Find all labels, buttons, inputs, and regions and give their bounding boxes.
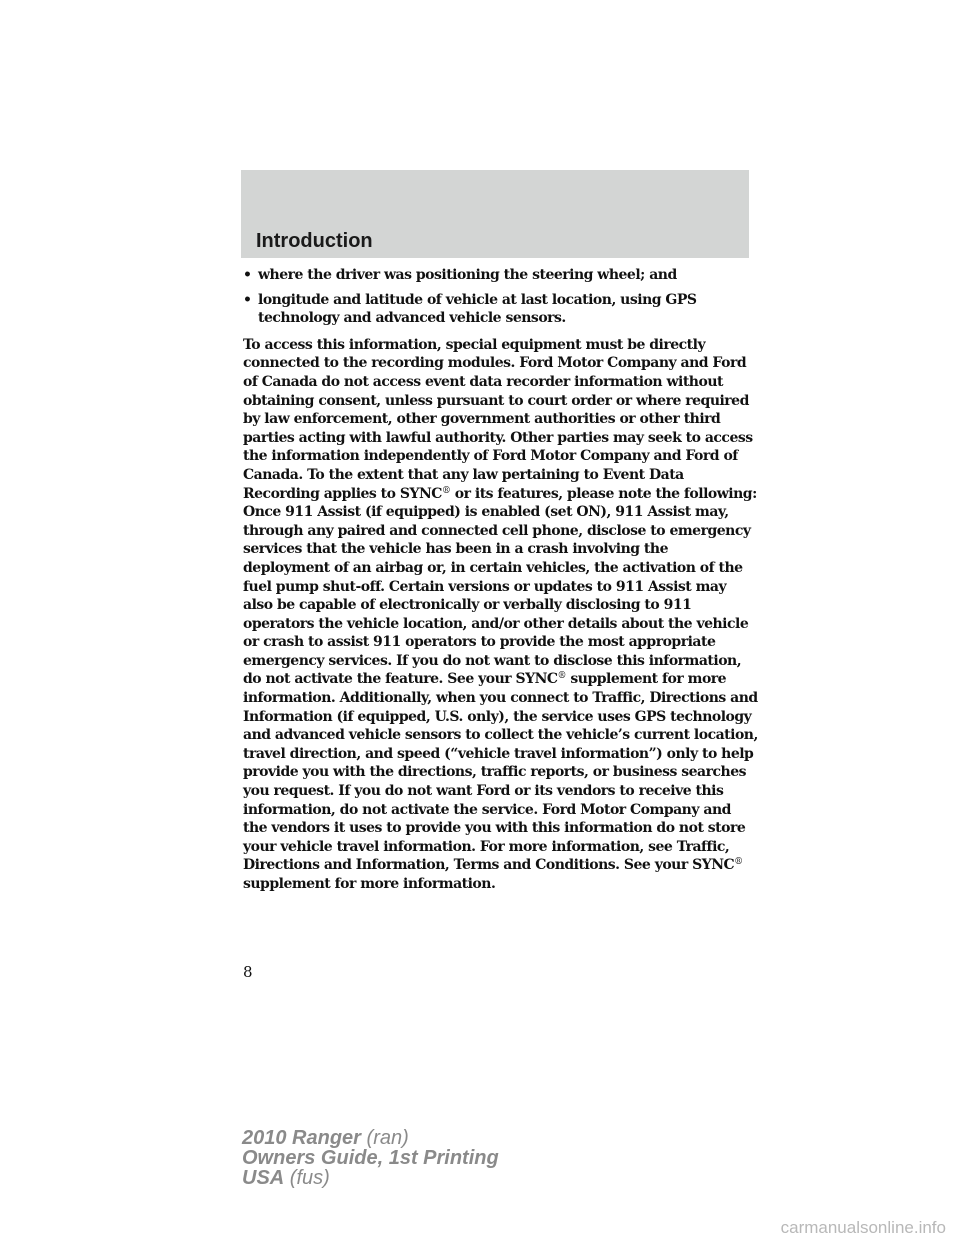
footer-model-code: (ran) [366,1127,409,1149]
bullet-text: longitude and latitude of vehicle at last location, using GPS technology and advanced vehicle sensors. [258,291,697,327]
footer-market-code: (fus) [289,1167,330,1189]
footer-line-model [242,1128,499,1148]
bullet-text: where the driver was positioning the steering wheel; and [258,267,677,283]
watermark: carmanualsonline.info [780,1218,946,1237]
registered-mark: ® [441,485,451,496]
footer-imprint [242,1128,499,1188]
section-title: Introduction [256,230,373,252]
footer-market: USA [242,1167,285,1189]
page-number: 8 [243,963,253,981]
list-item [243,266,758,285]
footer-line-market [242,1168,499,1188]
list-item [243,291,758,328]
registered-mark: ® [734,857,743,868]
registered-mark: ® [557,671,567,682]
bullet-icon: • [243,267,252,283]
footer-model: 2010 Ranger [242,1127,361,1149]
bullet-list [243,266,758,328]
paragraph-text: To access this information, special equipment must be directly connected to the recording modules. Ford Motor Company and Ford of Canada do not access event data recorder information without obtaining consent, unless pursuant to court order or where required by law enforcement, other government authorities or other third parties acting with lawful authority. Other parties may seek to access the information independently of Ford Motor Company and Ford of Canada. To the extent that any law pertaining to Event Data Recording applies to SYNC [243,336,753,502]
footer-guide: Owners Guide, 1st Printing [242,1147,499,1169]
paragraph-text: or its features, please note the following: Once 911 Assist (if equipped) is enabled (set ON), 911 Assist may, through any paired and connected cell phone, disclose to emergency services that the vehicle has been in a crash involving the deployment of an airbag or, in certain vehicles, the activation of the fuel pump shut-off. Certain versions or updates to 911 Assist may also be capable of electronically or verbally disclosing to 911 operators the vehicle location, and/or other details about the vehicle or crash to assist 911 operators to provide the most appropriate emergency services. If you do not want to disclose this information, do not activate the feature. See your SYNC [243,485,757,688]
page-content [243,266,758,894]
section-header-band [241,170,749,258]
paragraph-text: supplement for more information. [243,876,496,892]
footer-line-guide [242,1148,499,1168]
body-paragraph [243,336,758,894]
bullet-icon: • [243,291,252,308]
paragraph-text: supplement for more information. Additionally, when you connect to Traffic, Directions and Information (if equipped, U.S. only), the service uses GPS technology and advanced vehicle sensors to collect the vehicle’s current location, travel direction, and speed (“vehicle travel information”) only to help provide you with the directions, traffic reports, or business searches you request. If you do not want Ford or its vendors to receive this information, do not activate the service. Ford Motor Company and the vendors it uses to provide you with this information do not store your vehicle travel information. For more information, see Traffic, Directions and Information, Terms and Conditions. See your SYNC [243,671,758,874]
